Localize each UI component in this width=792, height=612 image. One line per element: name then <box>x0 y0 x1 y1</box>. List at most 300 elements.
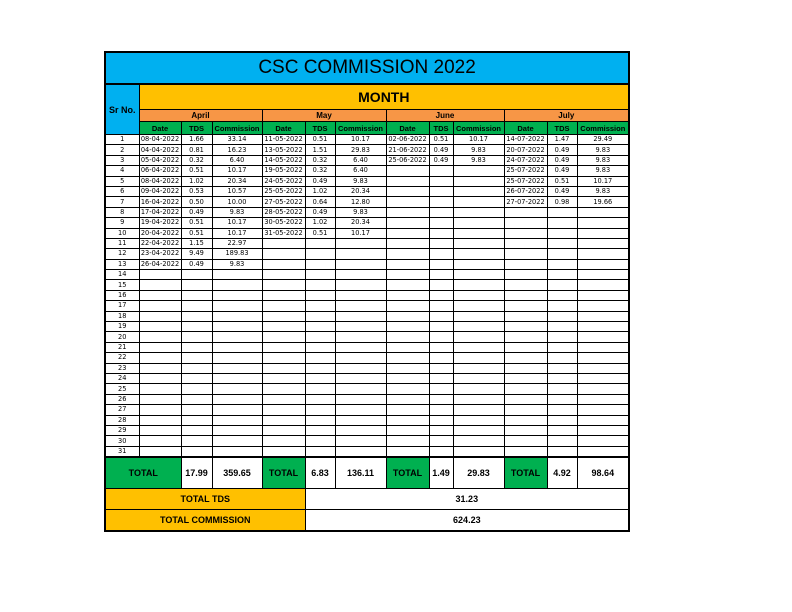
commission-cell: 9.83 <box>453 155 504 165</box>
date-cell <box>386 394 429 404</box>
table-row <box>105 155 629 165</box>
date-cell <box>504 353 547 363</box>
table-row <box>105 332 629 342</box>
date-cell <box>262 415 305 425</box>
commission-cell: 10.17 <box>212 218 262 228</box>
tds-cell: 0.51 <box>181 166 212 176</box>
commission-cell <box>577 363 629 373</box>
tds-cell: 1.02 <box>305 218 335 228</box>
tds-cell <box>547 363 577 373</box>
table-row <box>105 322 629 332</box>
tds-cell: 0.49 <box>181 259 212 269</box>
tds-cell <box>547 280 577 290</box>
date-cell <box>504 373 547 383</box>
commission-cell <box>577 249 629 259</box>
tds-cell <box>305 363 335 373</box>
tds-cell <box>429 218 453 228</box>
table-row <box>105 342 629 352</box>
date-cell: 11-05-2022 <box>262 135 305 145</box>
tds-cell: 1.15 <box>181 238 212 248</box>
tds-cell: 0.32 <box>181 155 212 165</box>
tds-cell <box>429 228 453 238</box>
tds-cell <box>429 301 453 311</box>
tds-cell <box>305 425 335 435</box>
date-cell <box>139 280 181 290</box>
date-cell <box>139 270 181 280</box>
sr-no-header: Sr No. <box>105 84 139 135</box>
table-row <box>105 145 629 155</box>
commission-cell <box>453 280 504 290</box>
table-row <box>105 270 629 280</box>
tds-cell <box>429 176 453 186</box>
date-cell <box>139 363 181 373</box>
column-header-tds: TDS <box>305 122 335 135</box>
table-row <box>105 207 629 217</box>
commission-cell <box>212 280 262 290</box>
commission-cell <box>335 425 386 435</box>
total-tds-june: 1.49 <box>429 457 453 489</box>
table-row <box>105 280 629 290</box>
tds-cell <box>429 394 453 404</box>
sr-no-cell: 5 <box>105 176 139 186</box>
date-cell: 25-06-2022 <box>386 155 429 165</box>
commission-cell <box>453 207 504 217</box>
commission-cell <box>577 353 629 363</box>
table-row <box>105 425 629 435</box>
date-cell <box>504 228 547 238</box>
commission-cell <box>453 228 504 238</box>
date-cell: 24-05-2022 <box>262 176 305 186</box>
table-row <box>105 259 629 269</box>
sr-no-cell: 26 <box>105 394 139 404</box>
date-cell <box>386 228 429 238</box>
tds-cell <box>305 322 335 332</box>
sr-no-cell: 7 <box>105 197 139 207</box>
total-tds-may: 6.83 <box>305 457 335 489</box>
date-cell <box>262 436 305 446</box>
date-cell <box>262 384 305 394</box>
commission-cell <box>577 394 629 404</box>
date-cell <box>386 415 429 425</box>
commission-cell <box>335 384 386 394</box>
table-row <box>105 363 629 373</box>
commission-cell <box>453 425 504 435</box>
table-row <box>105 405 629 415</box>
commission-cell <box>335 290 386 300</box>
total-commission-july: 98.64 <box>577 457 629 489</box>
commission-cell <box>212 270 262 280</box>
commission-cell <box>212 436 262 446</box>
commission-cell: 9.83 <box>577 166 629 176</box>
tds-cell <box>547 228 577 238</box>
tds-cell <box>547 238 577 248</box>
commission-cell <box>335 332 386 342</box>
date-cell <box>504 238 547 248</box>
commission-cell <box>212 342 262 352</box>
tds-cell <box>181 384 212 394</box>
sr-no-cell: 20 <box>105 332 139 342</box>
date-cell <box>386 197 429 207</box>
date-cell <box>139 342 181 352</box>
month-name-may: May <box>262 110 386 122</box>
tds-cell <box>429 332 453 342</box>
sr-no-cell: 10 <box>105 228 139 238</box>
tds-cell <box>181 446 212 457</box>
commission-cell <box>453 394 504 404</box>
sr-no-cell: 13 <box>105 259 139 269</box>
tds-cell <box>181 425 212 435</box>
date-cell: 27-05-2022 <box>262 197 305 207</box>
commission-cell <box>577 238 629 248</box>
date-cell: 19-04-2022 <box>140 218 180 227</box>
date-cell: 21-06-2022 <box>386 145 429 155</box>
date-cell <box>504 415 547 425</box>
commission-cell <box>453 415 504 425</box>
date-cell <box>262 290 305 300</box>
tds-cell <box>547 446 577 457</box>
tds-cell <box>547 436 577 446</box>
commission-cell <box>577 218 629 228</box>
commission-cell <box>577 342 629 352</box>
totals-row <box>105 457 629 489</box>
sr-no-cell: 31 <box>105 446 139 457</box>
tds-cell: 0.49 <box>547 166 577 176</box>
tds-cell: 0.49 <box>547 186 577 196</box>
commission-cell <box>577 290 629 300</box>
commission-cell: 29.83 <box>335 145 386 155</box>
commission-cell <box>212 394 262 404</box>
commission-cell <box>577 311 629 321</box>
date-cell <box>386 280 429 290</box>
date-cell: 23-04-2022 <box>140 249 180 258</box>
date-cell <box>504 446 547 457</box>
tds-cell: 0.51 <box>181 228 212 238</box>
date-cell <box>504 301 547 311</box>
sr-no-cell: 18 <box>105 311 139 321</box>
tds-cell: 1.47 <box>547 135 577 145</box>
commission-cell: 20.34 <box>335 218 386 228</box>
total-tds-april: 17.99 <box>181 457 212 489</box>
commission-cell <box>453 446 504 457</box>
date-cell <box>262 332 305 342</box>
date-cell <box>262 238 305 248</box>
sr-no-cell: 12 <box>105 249 139 259</box>
date-cell <box>139 384 181 394</box>
date-cell <box>262 405 305 415</box>
tds-cell: 0.64 <box>305 197 335 207</box>
commission-cell: 19.66 <box>577 197 629 207</box>
date-cell <box>386 342 429 352</box>
date-cell <box>386 270 429 280</box>
date-cell: 26-07-2022 <box>504 186 547 196</box>
date-cell: 27-07-2022 <box>504 197 547 207</box>
tds-cell <box>429 166 453 176</box>
tds-cell <box>181 363 212 373</box>
tds-cell <box>181 311 212 321</box>
date-cell <box>262 249 305 259</box>
date-cell <box>386 311 429 321</box>
commission-cell: 6.40 <box>335 166 386 176</box>
commission-cell: 9.83 <box>577 155 629 165</box>
date-cell <box>139 311 181 321</box>
date-cell <box>386 384 429 394</box>
date-cell <box>139 301 181 311</box>
commission-cell: 10.00 <box>212 197 262 207</box>
date-cell <box>386 166 429 176</box>
tds-cell <box>181 394 212 404</box>
table-row <box>105 186 629 196</box>
tds-cell <box>429 436 453 446</box>
tds-cell: 1.02 <box>181 176 212 186</box>
date-cell <box>386 290 429 300</box>
tds-cell <box>547 373 577 383</box>
table-row <box>105 384 629 394</box>
commission-cell <box>453 384 504 394</box>
month-name-july: July <box>504 110 629 122</box>
date-cell <box>386 207 429 217</box>
month-header: MONTH <box>139 84 629 110</box>
date-cell <box>504 322 547 332</box>
date-cell <box>504 394 547 404</box>
date-cell <box>504 249 547 259</box>
commission-cell <box>577 384 629 394</box>
commission-cell: 189.83 <box>212 249 262 259</box>
sr-no-cell: 27 <box>105 405 139 415</box>
date-cell <box>139 405 181 415</box>
date-cell <box>386 425 429 435</box>
date-cell <box>504 405 547 415</box>
commission-cell <box>335 353 386 363</box>
tds-cell <box>429 249 453 259</box>
commission-cell: 9.83 <box>335 176 386 186</box>
date-cell <box>504 436 547 446</box>
tds-cell <box>547 384 577 394</box>
date-cell <box>139 394 181 404</box>
date-cell: 14-07-2022 <box>504 135 547 145</box>
tds-cell <box>181 415 212 425</box>
tds-cell: 1.66 <box>181 135 212 145</box>
commission-cell <box>453 249 504 259</box>
date-cell: 08-04-2022 <box>140 176 180 185</box>
date-cell: 17-04-2022 <box>140 207 180 216</box>
date-cell <box>262 322 305 332</box>
date-cell <box>386 332 429 342</box>
date-cell <box>139 436 181 446</box>
commission-cell <box>335 342 386 352</box>
table-row <box>105 436 629 446</box>
tds-cell <box>429 446 453 457</box>
total-commission-value: 624.23 <box>305 510 629 532</box>
tds-cell <box>305 259 335 269</box>
tds-cell: 0.51 <box>305 228 335 238</box>
tds-cell: 0.98 <box>547 197 577 207</box>
tds-cell <box>547 301 577 311</box>
tds-cell <box>181 436 212 446</box>
commission-cell <box>453 322 504 332</box>
tds-cell: 0.49 <box>305 207 335 217</box>
commission-cell <box>453 166 504 176</box>
tds-cell <box>181 332 212 342</box>
tds-cell <box>305 436 335 446</box>
date-cell <box>262 394 305 404</box>
table-row <box>105 218 629 228</box>
date-cell <box>139 425 181 435</box>
tds-cell <box>429 322 453 332</box>
tds-cell <box>547 249 577 259</box>
commission-cell <box>335 301 386 311</box>
date-cell <box>386 363 429 373</box>
tds-cell <box>305 373 335 383</box>
date-cell <box>504 280 547 290</box>
tds-cell: 0.49 <box>429 155 453 165</box>
month-name-june: June <box>386 110 504 122</box>
commission-cell: 10.17 <box>577 176 629 186</box>
tds-cell <box>181 373 212 383</box>
date-cell <box>386 238 429 248</box>
commission-cell <box>577 332 629 342</box>
commission-cell <box>335 415 386 425</box>
commission-cell <box>212 425 262 435</box>
commission-cell: 9.83 <box>453 145 504 155</box>
date-cell <box>262 301 305 311</box>
tds-cell: 1.51 <box>305 145 335 155</box>
sr-no-cell: 4 <box>105 166 139 176</box>
sr-no-cell: 15 <box>105 280 139 290</box>
commission-cell <box>212 353 262 363</box>
date-cell: 02-06-2022 <box>386 135 429 145</box>
commission-cell <box>212 311 262 321</box>
tds-cell: 9.49 <box>181 249 212 259</box>
commission-cell <box>577 301 629 311</box>
data-body <box>105 135 629 458</box>
date-cell <box>504 290 547 300</box>
tds-cell <box>305 415 335 425</box>
sr-no-cell: 2 <box>105 145 139 155</box>
sr-no-cell: 30 <box>105 436 139 446</box>
tds-cell <box>181 353 212 363</box>
tds-cell <box>547 425 577 435</box>
date-cell <box>262 270 305 280</box>
tds-cell <box>429 186 453 196</box>
total-label-july: TOTAL <box>504 457 547 489</box>
total-tds-value: 31.23 <box>305 489 629 510</box>
column-header-date: Date <box>386 122 429 135</box>
date-cell <box>262 342 305 352</box>
commission-cell <box>577 270 629 280</box>
date-cell <box>262 425 305 435</box>
date-cell: 06-04-2022 <box>140 166 180 175</box>
date-cell <box>139 373 181 383</box>
commission-cell <box>212 363 262 373</box>
tds-cell <box>305 249 335 259</box>
date-cell <box>139 290 181 300</box>
column-header-tds: TDS <box>547 122 577 135</box>
tds-cell <box>547 270 577 280</box>
sr-no-cell: 24 <box>105 373 139 383</box>
total-commission-label: TOTAL COMMISSION <box>105 510 305 532</box>
tds-cell <box>305 311 335 321</box>
tds-cell <box>305 301 335 311</box>
sr-no-cell: 19 <box>105 322 139 332</box>
total-label-june: TOTAL <box>386 457 429 489</box>
sr-no-cell: 6 <box>105 186 139 196</box>
date-cell <box>504 259 547 269</box>
date-cell: 31-05-2022 <box>262 228 305 238</box>
sr-no-cell: 8 <box>105 207 139 217</box>
date-cell <box>386 405 429 415</box>
sr-no-cell: 11 <box>105 238 139 248</box>
tds-cell <box>547 342 577 352</box>
date-cell: 04-04-2022 <box>140 145 180 154</box>
date-cell: 20-07-2022 <box>504 145 547 155</box>
date-cell <box>139 322 181 332</box>
table-row <box>105 135 629 145</box>
commission-cell: 9.83 <box>212 259 262 269</box>
date-cell <box>139 446 181 457</box>
date-cell: 20-04-2022 <box>140 228 180 237</box>
tds-cell: 0.51 <box>181 218 212 228</box>
tds-cell: 0.49 <box>305 176 335 186</box>
commission-cell <box>335 373 386 383</box>
commission-cell <box>453 238 504 248</box>
column-header-commission: Commission <box>577 122 629 135</box>
commission-cell <box>453 186 504 196</box>
date-cell: 30-05-2022 <box>262 218 305 228</box>
column-header-tds: TDS <box>429 122 453 135</box>
commission-cell: 10.17 <box>335 135 386 145</box>
tds-cell <box>429 342 453 352</box>
tds-cell <box>547 259 577 269</box>
commission-cell: 16.23 <box>212 145 262 155</box>
commission-cell <box>577 425 629 435</box>
tds-cell <box>305 342 335 352</box>
commission-cell <box>453 342 504 352</box>
tds-cell <box>429 363 453 373</box>
date-cell: 22-04-2022 <box>140 239 180 248</box>
commission-cell <box>577 405 629 415</box>
sr-no-cell: 1 <box>105 135 139 145</box>
commission-cell <box>453 363 504 373</box>
date-cell: 28-05-2022 <box>262 207 305 217</box>
commission-table <box>104 51 630 532</box>
commission-cell <box>212 373 262 383</box>
table-row <box>105 353 629 363</box>
date-cell <box>386 373 429 383</box>
total-tds-label: TOTAL TDS <box>105 489 305 510</box>
sr-no-cell: 17 <box>105 301 139 311</box>
commission-cell: 9.83 <box>212 207 262 217</box>
tds-cell <box>305 332 335 342</box>
tds-cell <box>429 259 453 269</box>
table-row <box>105 228 629 238</box>
commission-cell <box>335 311 386 321</box>
column-header-commission: Commission <box>453 122 504 135</box>
commission-cell <box>453 332 504 342</box>
commission-sheet <box>104 51 628 532</box>
commission-cell <box>453 301 504 311</box>
tds-cell: 1.02 <box>305 186 335 196</box>
commission-cell <box>453 405 504 415</box>
table-row <box>105 197 629 207</box>
date-cell <box>504 363 547 373</box>
commission-cell <box>212 446 262 457</box>
sr-no-cell: 25 <box>105 384 139 394</box>
tds-cell: 0.49 <box>429 145 453 155</box>
commission-cell <box>453 373 504 383</box>
commission-cell <box>212 405 262 415</box>
table-row <box>105 394 629 404</box>
commission-cell: 12.80 <box>335 197 386 207</box>
